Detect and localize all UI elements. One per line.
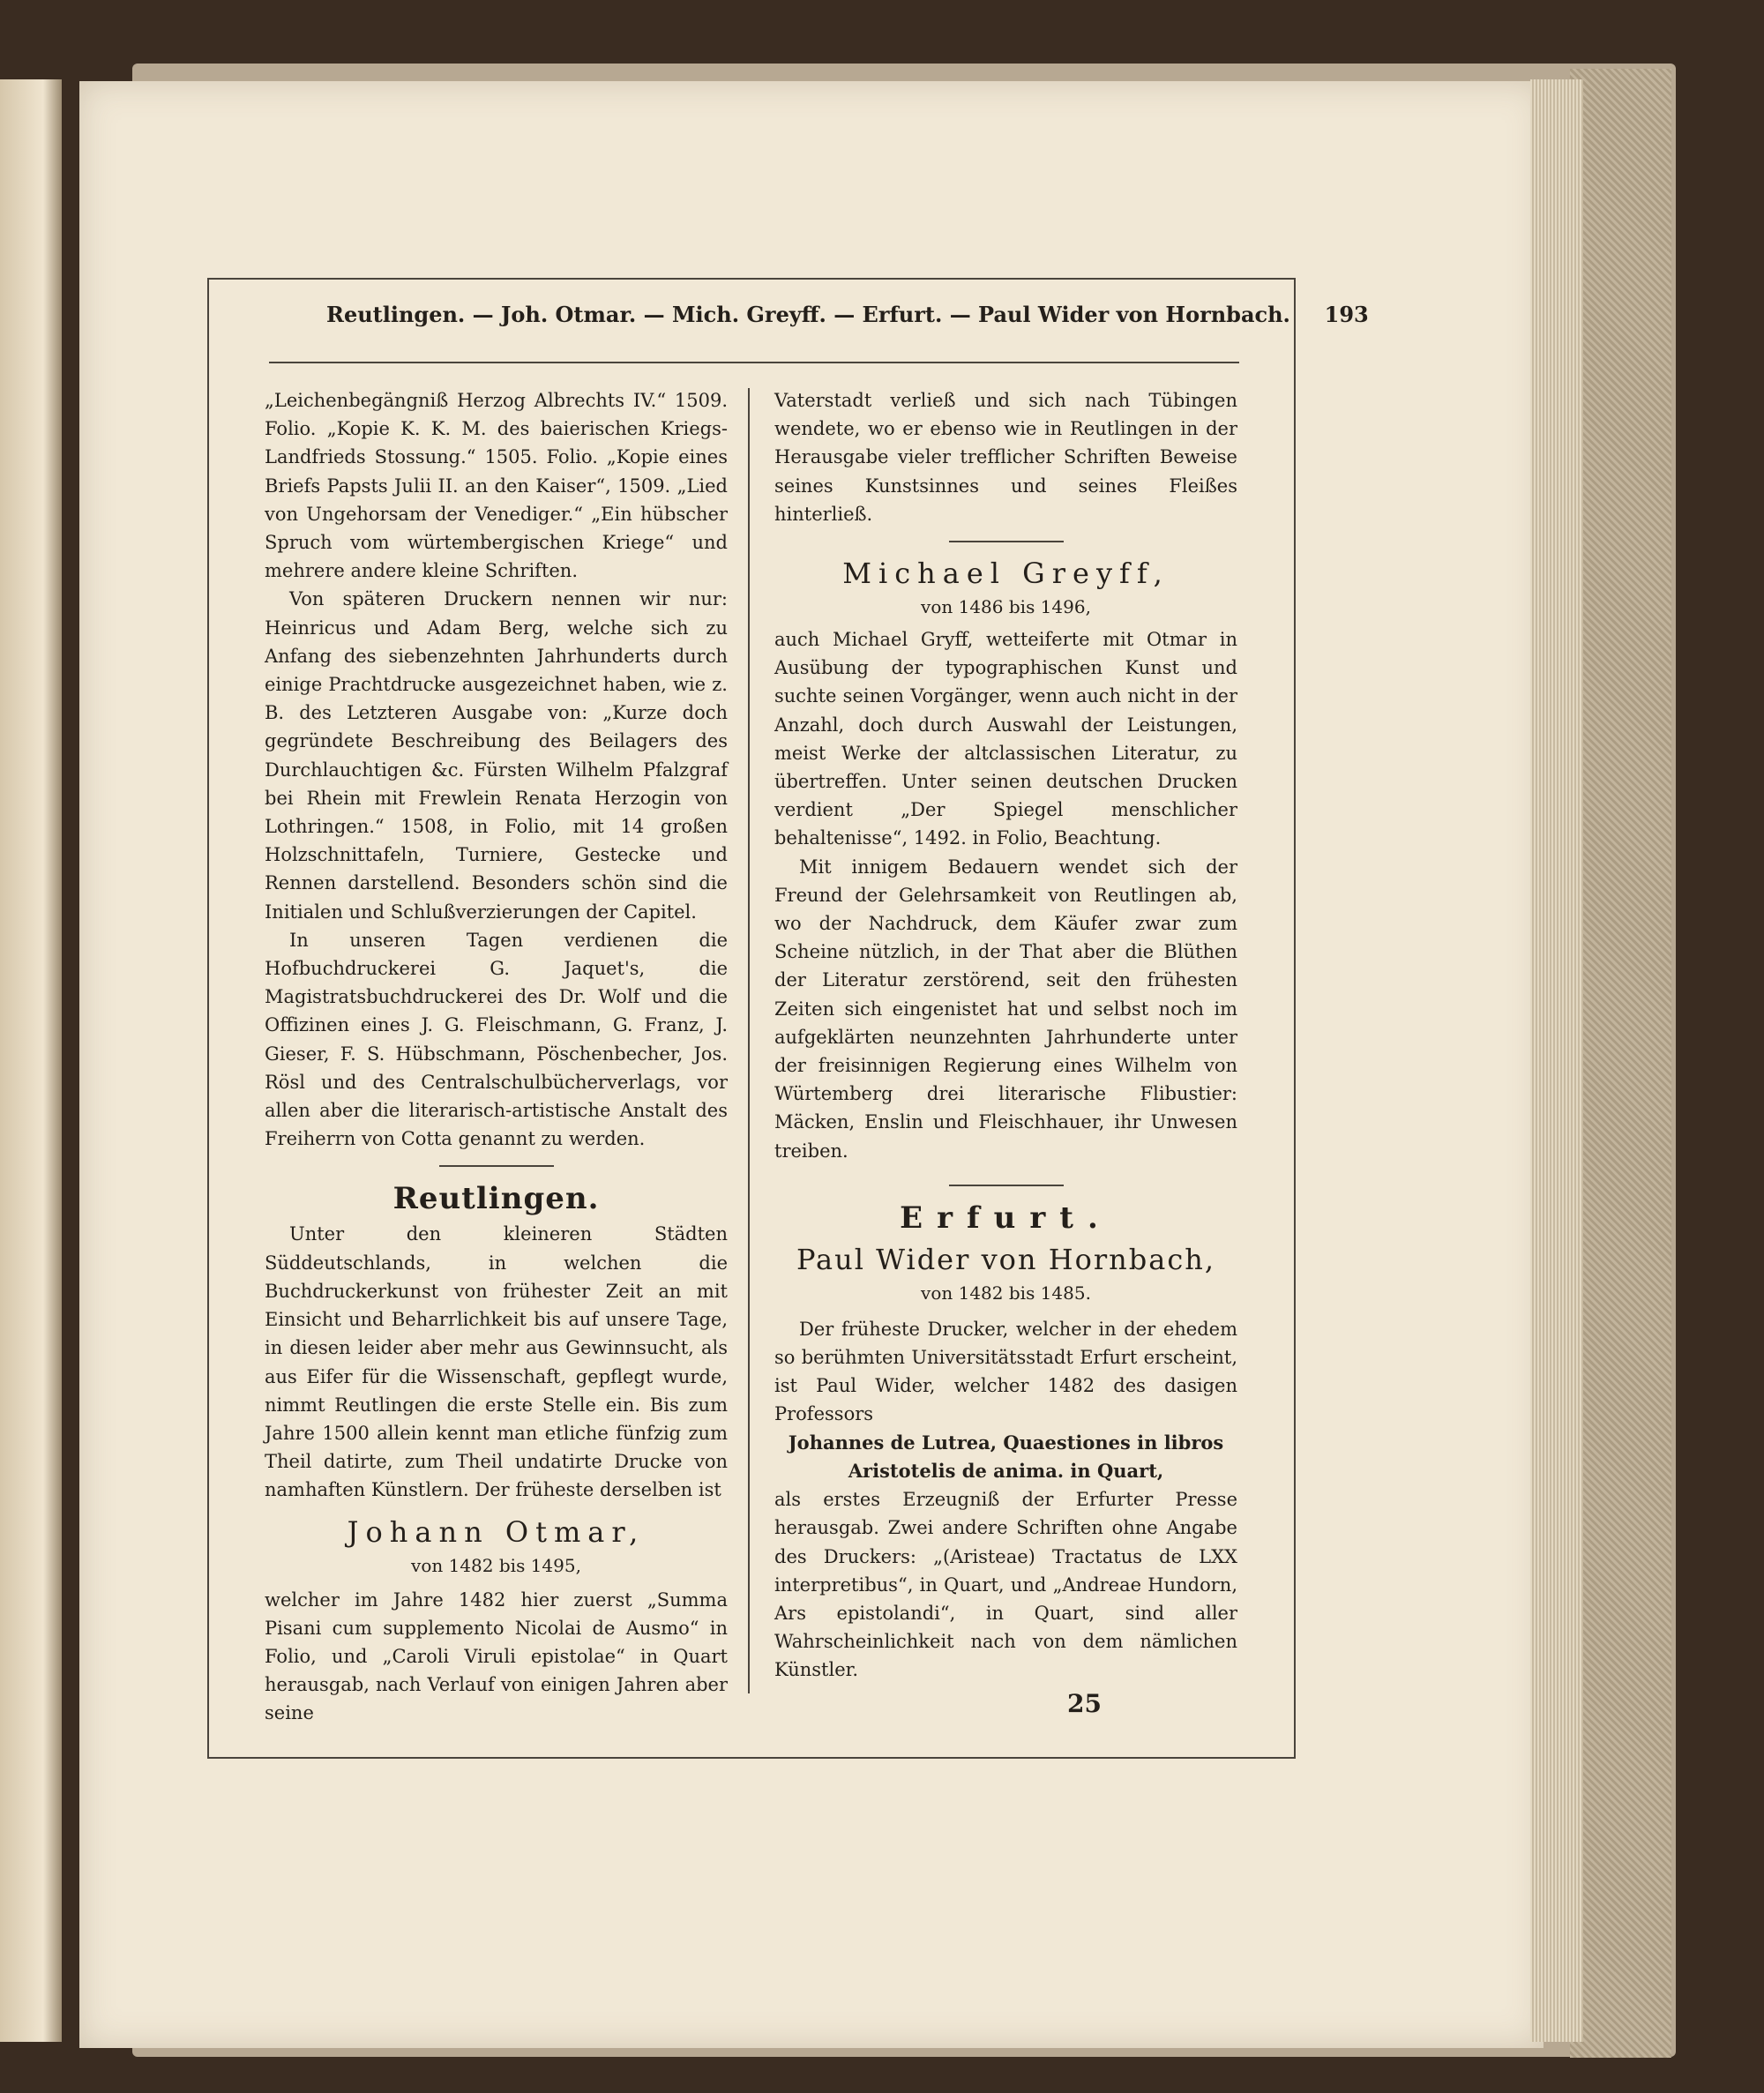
printer-dates: von 1482 bis 1485. (921, 1282, 1091, 1304)
paragraph: Der früheste Drucker, welcher in der ehedem so berühmten Universitätsstadt Erfurt erscheint, ist Paul Wider, welcher 1482 des dasigen Professors (774, 1318, 1237, 1425)
left-page-edge (0, 79, 62, 2042)
paragraph: welcher im Jahre 1482 hier zuerst „Summa Pisani cum supplemento Nicolai de Ausmo“ in Folio, und „Caroli Viruli epistolae“ in Quart herausgab, nach Verlauf von einigen Jahren aber seine (265, 1588, 728, 1724)
printer-name: Michael Greyff, (842, 557, 1170, 591)
page-number: 193 (1324, 302, 1369, 327)
printer-dates: von 1482 bis 1495, (411, 1554, 581, 1576)
page-edges (1530, 79, 1583, 2042)
header-title: Reutlingen. — Joh. Otmar. — Mich. Greyff. — Erfurt. — Paul Wider von Hornbach. (326, 302, 1290, 327)
section-divider (949, 1185, 1064, 1186)
section-title-erfurt: Erfurt. (900, 1200, 1112, 1236)
signature-mark: 25 (1067, 1689, 1102, 1718)
book-cover-cloth (1570, 69, 1671, 2058)
running-header (326, 302, 1369, 337)
left-column (265, 386, 728, 1728)
section-divider (949, 541, 1064, 542)
column-rule (748, 388, 750, 1693)
paragraph: Unter den kleineren Städten Süddeutschlands, in welchen die Buchdruckerkunst von frühester Zeit an mit Einsicht und Beharrlichkeit bis auf unsere Tage, in diesen leider aber mehr aus Gewinnsucht, als aus Eifer für die Wissenschaft, gepflegt wurde, nimmt Reutlingen die erste Stelle ein. Bis zum Jahre 1500 allein kennt man etliche fünfzig zum Theil datirte, zum Theil undatirte Drucke von namhaften Künstlern. Der früheste derselben ist (265, 1223, 728, 1501)
header-rule (269, 362, 1239, 363)
printer-dates: von 1486 bis 1496, (921, 596, 1091, 618)
paragraph: „Leichenbegängniß Herzog Albrechts IV.“ 1509. Folio. „Kopie K. K. M. des baierischen Kriegs-Landfrieds Stossung.“ 1505. Folio. „Kopie eines Briefs Papsts Julii II. an den Kaiser“, 1509. „Lied von Ungehorsam der Venediger.“ „Ein hübscher Spruch vom würtembergischen Kriege“ und mehrere andere kleine Schriften. (265, 390, 728, 582)
right-column (774, 386, 1237, 1685)
printer-name: Paul Wider von Hornbach, (796, 1242, 1216, 1276)
paragraph: als erstes Erzeugniß der Erfurter Presse herausgab. Zwei andere Schriften ohne Angabe des Druckers: „(Aristeae) Tractatus de LXX interpretibus“, in Quart, und „Andreae Hundorn, Ars epistolandi“, in Quart, sind aller Wahrscheinlichkeit nach von dem nämlichen Künstler. (774, 1489, 1237, 1681)
paragraph: Mit innigem Bedauern wendet sich der Freund der Gelehrsamkeit von Reutlingen ab, wo der Nachdruck, dem Käufer zwar zum Scheine nützlich, in der That aber die Blüthen der Literatur zerstörend, seit den frühesten Zeiten sich eingenistet hat und selbst noch im aufgeklärten neunzehnten Jahrhunderte unter der freisinnigen Regierung eines Wilhelm von Würtemberg drei literarische Flibustier: Mäcken, Enslin und Fleischhauer, ihr Unwesen treiben. (774, 856, 1237, 1162)
printer-name: Johann Otmar, (347, 1514, 646, 1549)
paragraph: In unseren Tagen verdienen die Hofbuchdruckerei G. Jaquet's, die Magistratsbuchdruckerei des Dr. Wolf und die Offizinen eines J. G. Fleischmann, G. Franz, J. Gieser, F. S. Hübschmann, Pöschenbecher, Jos. Rösl und des Centralschulbücherverlags, vor allen aber die literarisch-artistische Anstalt des Freiherrn von Cotta genannt zu werden. (265, 929, 728, 1150)
paragraph: auch Michael Gryff, wetteiferte mit Otmar in Ausübung der typographischen Kunst und suchte seinen Vorgänger, wenn auch nicht in der Anzahl, doch durch Auswahl der Leistungen, meist Werke der altclassischen Literatur, zu übertreffen. Unter seinen deutschen Drucken verdient „Der Spiegel menschlicher behaltenisse“, 1492. in Folio, Beachtung. (774, 629, 1237, 849)
book-title: Johannes de Lutrea, Quaestiones in libros Aristotelis de anima. in Quart, (788, 1431, 1224, 1482)
section-divider (439, 1165, 554, 1167)
paragraph: Von späteren Druckern nennen wir nur: Heinricus und Adam Berg, welche sich zu Anfang des siebenzehnten Jahrhunderts durch einige Prachtdrucke ausgezeichnet haben, wie z. B. des Letzteren Ausgabe von: „Kurze doch gegründete Beschreibung des Beilagers des Durchlauchtigen &c. Fürsten Wilhelm Pfalzgraf bei Rhein mit Frewlein Renata Herzogin von Lothringen.“ 1508, in Folio, mit 14 großen Holzschnittafeln, Turniere, Gestecke und Rennen darstellend. Besonders schön sind die Initialen und Schlußverzierungen der Capitel. (265, 588, 728, 923)
section-title-reutlingen: Reutlingen. (392, 1181, 600, 1217)
paragraph: Vaterstadt verließ und sich nach Tübingen wendete, wo er ebenso wie in Reutlingen in der Herausgabe vieler trefflicher Schriften Beweise seines Kunstsinnes und seines Fleißes hinterließ. (774, 390, 1237, 525)
